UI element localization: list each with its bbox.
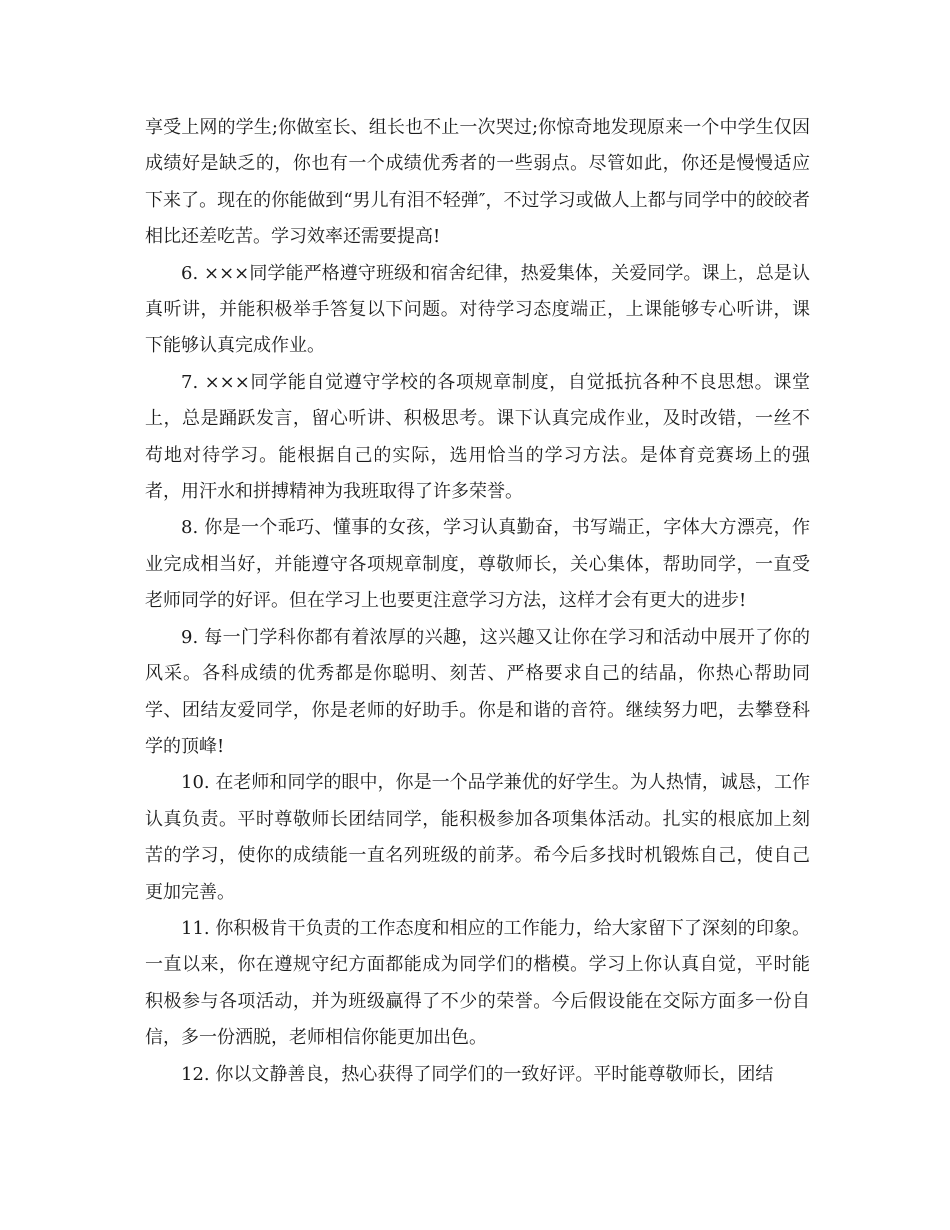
paragraph-item-12: 12. 你以文静善良，热心获得了同学们的一致好评。平时能尊敬师长，团结 [181, 1063, 774, 1085]
paragraph-continuation: 享受上网的学生;你做室长、组长也不止一次哭过;你惊奇地发现原来一个中学生仅因成绩好是缺乏的，你也有一个成绩优秀者的一些弱点。尽管如此，你还是慢慢适应下来了。现在的你能做到“男儿有泪不轻弹″，不过学习或做人上都与同学中的皎皎者相比还差吃苦。学习效率还需要提高! [145, 117, 810, 248]
document-body [145, 110, 810, 1093]
paragraph-item-11: 11. 你积极肯干负责的工作态度和相应的工作能力，给大家留下了深刻的印象。一直以来，你在遵规守纪方面都能成为同学们的楷模。学习上你认真自觉，平时能积极参与各项活动，并为班级赢得了不少的荣誉。今后假设能在交际方面多一份自信，多一份洒脱，老师相信你能更加出色。 [145, 917, 810, 1049]
paragraph-item-7: 7. ×××同学能自觉遵守学校的各项规章制度，自觉抵抗各种不良思想。课堂上，总是踊跃发言，留心听讲、积极思考。课下认真完成作业，及时改错，一丝不苟地对待学习。能根据自己的实际，选用恰当的学习方法。是体育竞赛场上的强者，用汗水和拼搏精神为我班取得了许多荣誉。 [145, 371, 810, 503]
paragraph-item-8: 8. 你是一个乖巧、懂事的女孩，学习认真勤奋，书写端正，字体大方漂亮，作业完成相当好，并能遵守各项规章制度，尊敬师长，关心集体，帮助同学，一直受老师同学的好评。但在学习上也要更注意学习方法，这样才会有更大的进步! [145, 517, 810, 612]
paragraph-item-9: 9. 每一门学科你都有着浓厚的兴趣，这兴趣又让你在学习和活动中展开了你的风采。各科成绩的优秀都是你聪明、刻苦、严格要求自己的结晶，你热心帮助同学、团结友爱同学，你是老师的好助手。你是和谐的音符。继续努力吧，去攀登科学的顶峰! [145, 626, 810, 757]
paragraph-item-10: 10. 在老师和同学的眼中，你是一个品学兼优的好学生。为人热情，诚恳，工作认真负责。平时尊敬师长团结同学，能积极参加各项集体活动。扎实的根底加上刻苦的学习，使你的成绩能一直名列班级的前茅。希今后多找时机锻炼自己，使自己更加完善。 [145, 772, 810, 903]
paragraph-item-6: 6. ×××同学能严格遵守班级和宿舍纪律，热爱集体，关爱同学。课上，总是认真听讲，并能积极举手答复以下问题。对待学习态度端正，上课能够专心听讲，课下能够认真完成作业。 [145, 262, 810, 357]
